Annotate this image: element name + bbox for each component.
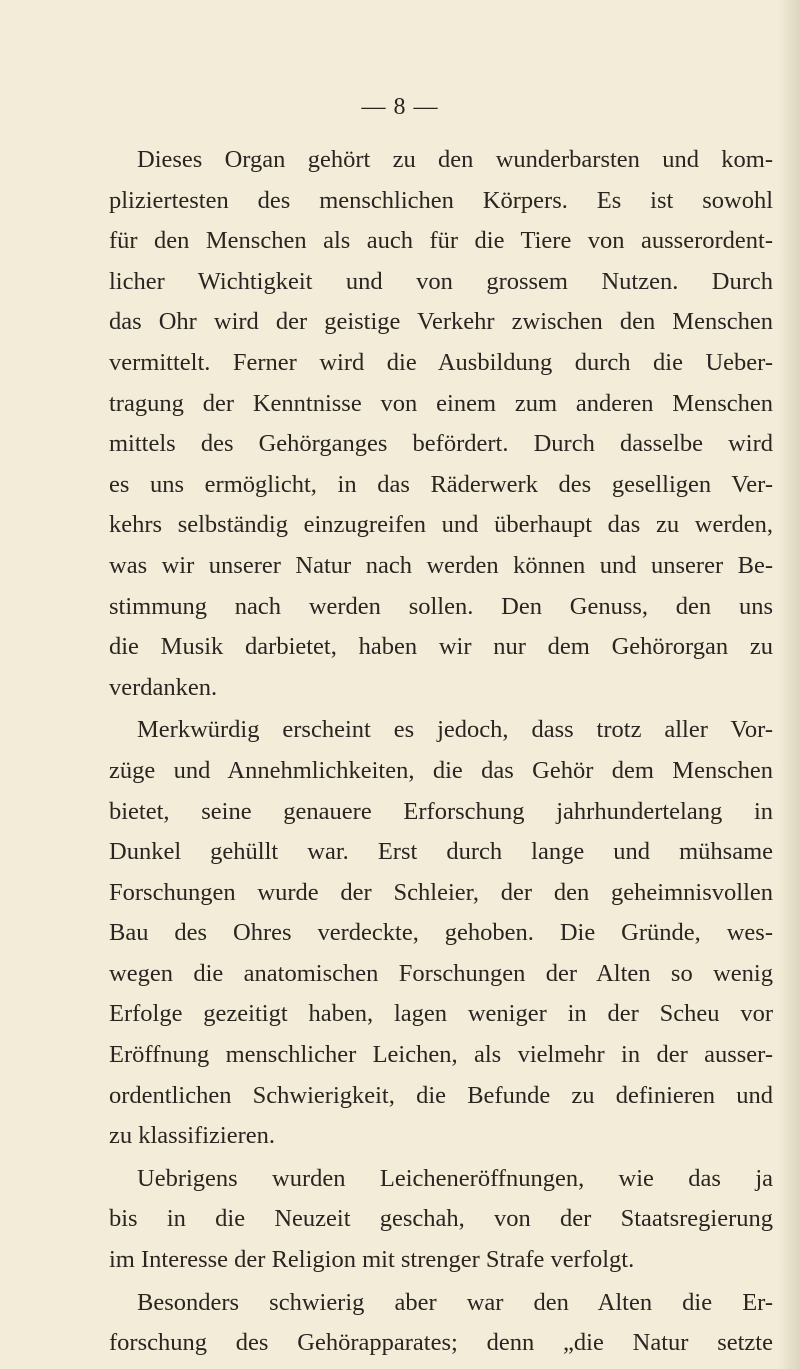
body-text: [109, 140, 773, 1364]
text-line: die Musik darbietet, haben wir nur dem Gehörorgan zu: [109, 633, 773, 661]
text-line: Bau des Ohres verdeckte, gehoben. Die Gründe, wes-: [109, 919, 773, 947]
text-line: wegen die anatomischen Forschungen der Alten so wenig: [109, 959, 773, 987]
page-number: — 8 —: [361, 94, 439, 120]
text-line: Besonders schwierig aber war den Alten die Er-: [137, 1288, 773, 1316]
text-line: bis in die Neuzeit geschah, von der Staatsregierung: [109, 1205, 773, 1233]
text-line: bietet, seine genauere Erforschung jahrhundertelang in: [109, 797, 773, 825]
text-line: ordentlichen Schwierigkeit, die Befunde zu definieren und: [109, 1081, 773, 1109]
text-line: es uns ermöglicht, in das Räderwerk des geselligen Ver-: [109, 470, 773, 498]
text-line: im Interesse der Religion mit strenger Strafe verfolgt.: [109, 1246, 635, 1274]
paragraph: [109, 710, 773, 1157]
text-line: Dunkel gehüllt war. Erst durch lange und mühsame: [109, 838, 773, 866]
text-line: stimmung nach werden sollen. Den Genuss, den uns: [109, 592, 773, 620]
text-line: mittels des Gehörganges befördert. Durch dasselbe wird: [109, 430, 773, 458]
paragraph: [109, 1159, 773, 1281]
text-line: pliziertesten des menschlichen Körpers. Es ist sowohl: [109, 186, 773, 214]
text-line: forschung des Gehörapparates; denn „die Natur setzte: [109, 1329, 773, 1357]
text-line: zu klassifizieren.: [109, 1122, 275, 1150]
text-line: das Ohr wird der geistige Verkehr zwischen den Menschen: [109, 308, 773, 336]
text-line: Erfolge gezeitigt haben, lagen weniger in der Scheu vor: [109, 1000, 773, 1028]
text-line: was wir unserer Natur nach werden können und unserer Be-: [109, 551, 773, 579]
text-line: Eröffnung menschlicher Leichen, als vielmehr in der ausser-: [109, 1041, 773, 1069]
text-line: kehrs selbständig einzugreifen und überhaupt das zu werden,: [109, 511, 773, 539]
text-line: züge und Annehmlichkeiten, die das Gehör dem Menschen: [109, 756, 773, 784]
text-line: tragung der Kenntnisse von einem zum anderen Menschen: [109, 389, 773, 417]
text-line: für den Menschen als auch für die Tiere von ausserordent-: [109, 227, 773, 255]
text-line: licher Wichtigkeit und von grossem Nutzen. Durch: [109, 267, 773, 295]
text-line: verdanken.: [109, 673, 218, 701]
text-line: Forschungen wurde der Schleier, der den geheimnisvollen: [109, 878, 773, 906]
paragraph: [109, 140, 773, 708]
text-line: vermittelt. Ferner wird die Ausbildung durch die Ueber-: [109, 348, 773, 376]
text-line: Merkwürdig erscheint es jedoch, dass trotz aller Vor-: [137, 716, 773, 744]
text-line: Dieses Organ gehört zu den wunderbarsten und kom-: [137, 146, 773, 173]
text-line: Uebrigens wurden Leicheneröffnungen, wie das ja: [137, 1164, 773, 1192]
paragraph: [109, 1283, 773, 1364]
